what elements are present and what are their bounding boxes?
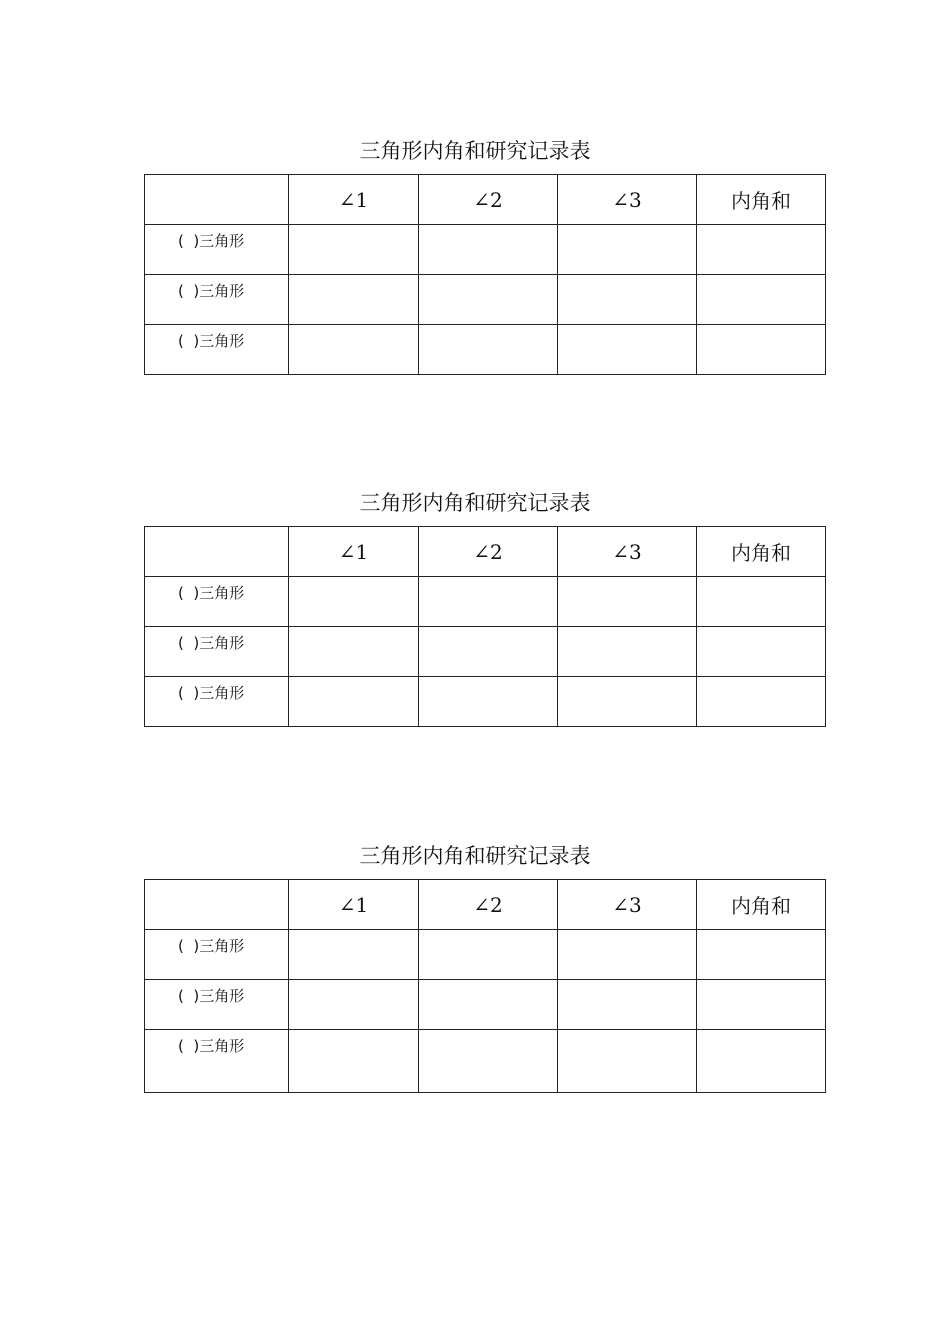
entry-cell[interactable] bbox=[419, 677, 558, 727]
entry-cell[interactable] bbox=[289, 577, 419, 627]
entry-cell[interactable] bbox=[419, 627, 558, 677]
entry-cell[interactable] bbox=[289, 325, 419, 375]
entry-cell[interactable] bbox=[289, 980, 419, 1030]
table-title: 三角形内角和研究记录表 bbox=[359, 844, 591, 868]
entry-cell[interactable] bbox=[558, 225, 697, 275]
entry-cell[interactable] bbox=[419, 980, 558, 1030]
entry-cell[interactable] bbox=[289, 677, 419, 727]
table-title: 三角形内角和研究记录表 bbox=[359, 491, 591, 515]
entry-cell[interactable] bbox=[558, 627, 697, 677]
entry-cell[interactable] bbox=[419, 930, 558, 980]
header-cell-angle-2: ∠2 bbox=[419, 527, 558, 577]
header-cell-angle-sum: 内角和 bbox=[697, 175, 826, 225]
entry-cell[interactable] bbox=[558, 275, 697, 325]
entry-cell[interactable] bbox=[419, 325, 558, 375]
table-title: 三角形内角和研究记录表 bbox=[359, 139, 591, 163]
row-label: ( )三角形 bbox=[145, 1030, 289, 1093]
entry-cell[interactable] bbox=[558, 325, 697, 375]
row-label: ( )三角形 bbox=[145, 577, 289, 627]
entry-cell[interactable] bbox=[697, 980, 826, 1030]
entry-cell[interactable] bbox=[558, 677, 697, 727]
header-cell-angle-3: ∠3 bbox=[558, 175, 697, 225]
table-row bbox=[145, 677, 826, 727]
header-cell-angle-sum: 内角和 bbox=[697, 527, 826, 577]
record-table bbox=[144, 526, 826, 727]
row-label: ( )三角形 bbox=[145, 275, 289, 325]
header-cell-blank bbox=[145, 880, 289, 930]
header-cell-blank bbox=[145, 175, 289, 225]
header-cell-angle-2: ∠2 bbox=[419, 880, 558, 930]
table-row bbox=[145, 930, 826, 980]
header-row bbox=[145, 175, 826, 225]
header-row bbox=[145, 880, 826, 930]
entry-cell[interactable] bbox=[697, 325, 826, 375]
row-label: ( )三角形 bbox=[145, 325, 289, 375]
header-cell-angle-1: ∠1 bbox=[289, 880, 419, 930]
entry-cell[interactable] bbox=[697, 225, 826, 275]
record-table bbox=[144, 879, 826, 1093]
table-row bbox=[145, 225, 826, 275]
entry-cell[interactable] bbox=[289, 275, 419, 325]
entry-cell[interactable] bbox=[697, 627, 826, 677]
entry-cell[interactable] bbox=[419, 577, 558, 627]
entry-cell[interactable] bbox=[419, 275, 558, 325]
header-cell-angle-1: ∠1 bbox=[289, 175, 419, 225]
entry-cell[interactable] bbox=[697, 1030, 826, 1093]
entry-cell[interactable] bbox=[558, 980, 697, 1030]
header-cell-angle-sum: 内角和 bbox=[697, 880, 826, 930]
row-label: ( )三角形 bbox=[145, 225, 289, 275]
header-cell-angle-1: ∠1 bbox=[289, 527, 419, 577]
entry-cell[interactable] bbox=[419, 225, 558, 275]
entry-cell[interactable] bbox=[558, 577, 697, 627]
table-row bbox=[145, 577, 826, 627]
row-label: ( )三角形 bbox=[145, 980, 289, 1030]
header-row bbox=[145, 527, 826, 577]
row-label: ( )三角形 bbox=[145, 930, 289, 980]
table-row bbox=[145, 627, 826, 677]
header-cell-angle-2: ∠2 bbox=[419, 175, 558, 225]
table-row bbox=[145, 325, 826, 375]
table-row bbox=[145, 980, 826, 1030]
entry-cell[interactable] bbox=[419, 1030, 558, 1093]
header-cell-angle-3: ∠3 bbox=[558, 527, 697, 577]
header-cell-angle-3: ∠3 bbox=[558, 880, 697, 930]
table-row bbox=[145, 1030, 826, 1093]
entry-cell[interactable] bbox=[697, 930, 826, 980]
row-label: ( )三角形 bbox=[145, 677, 289, 727]
entry-cell[interactable] bbox=[289, 225, 419, 275]
header-cell-blank bbox=[145, 527, 289, 577]
entry-cell[interactable] bbox=[697, 577, 826, 627]
entry-cell[interactable] bbox=[558, 930, 697, 980]
entry-cell[interactable] bbox=[289, 930, 419, 980]
row-label: ( )三角形 bbox=[145, 627, 289, 677]
entry-cell[interactable] bbox=[697, 677, 826, 727]
entry-cell[interactable] bbox=[697, 275, 826, 325]
entry-cell[interactable] bbox=[289, 1030, 419, 1093]
entry-cell[interactable] bbox=[289, 627, 419, 677]
entry-cell[interactable] bbox=[558, 1030, 697, 1093]
record-table bbox=[144, 174, 826, 375]
table-row bbox=[145, 275, 826, 325]
